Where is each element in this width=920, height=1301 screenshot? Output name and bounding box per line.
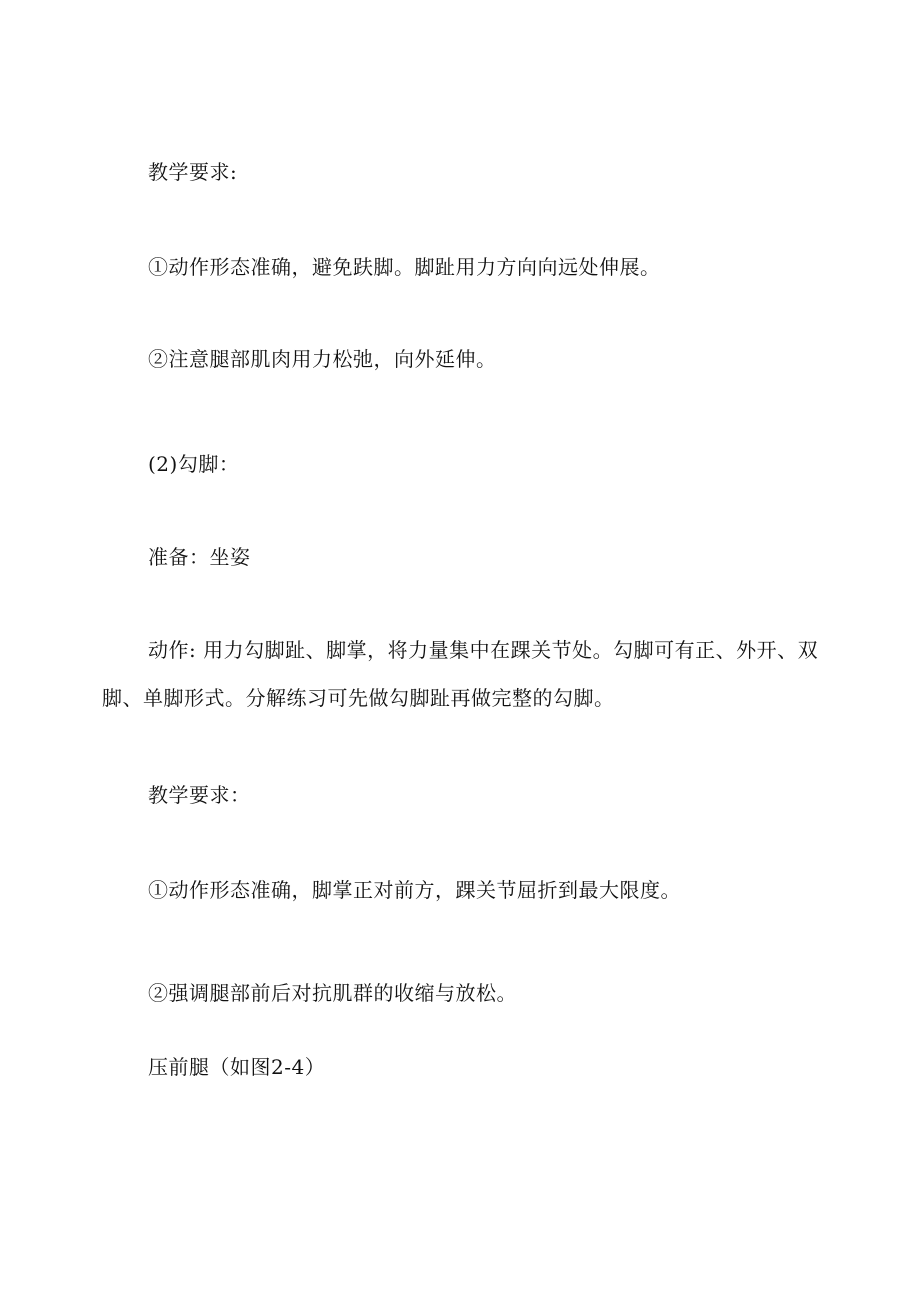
preparation-line: 准备：坐姿 bbox=[148, 545, 251, 569]
requirement-item-1: ①动作形态准确，避免趺脚。脚趾用力方向向远处伸展。 bbox=[148, 255, 661, 279]
heading-teaching-requirements-2: 教学要求： bbox=[148, 783, 251, 807]
requirement-item-4: ②强调腿部前后对抗肌群的收缩与放松。 bbox=[148, 981, 517, 1005]
requirement-item-2: ②注意腿部肌肉用力松弛，向外延伸。 bbox=[148, 347, 497, 371]
requirement-item-3: ①动作形态准确，脚掌正对前方，踝关节屈折到最大限度。 bbox=[148, 878, 681, 902]
section-heading-flex-foot: (2)勾脚： bbox=[148, 452, 240, 476]
section-heading-front-leg-press: 压前腿（如图2-4） bbox=[148, 1055, 326, 1079]
action-paragraph: 动作: 用力勾脚趾、脚掌，将力量集中在踝关节处。勾脚可有正、外开、双脚、单脚形式。分解练习可先做勾脚趾再做完整的勾脚。 bbox=[102, 638, 819, 710]
heading-teaching-requirements-1: 教学要求: bbox=[148, 160, 238, 184]
